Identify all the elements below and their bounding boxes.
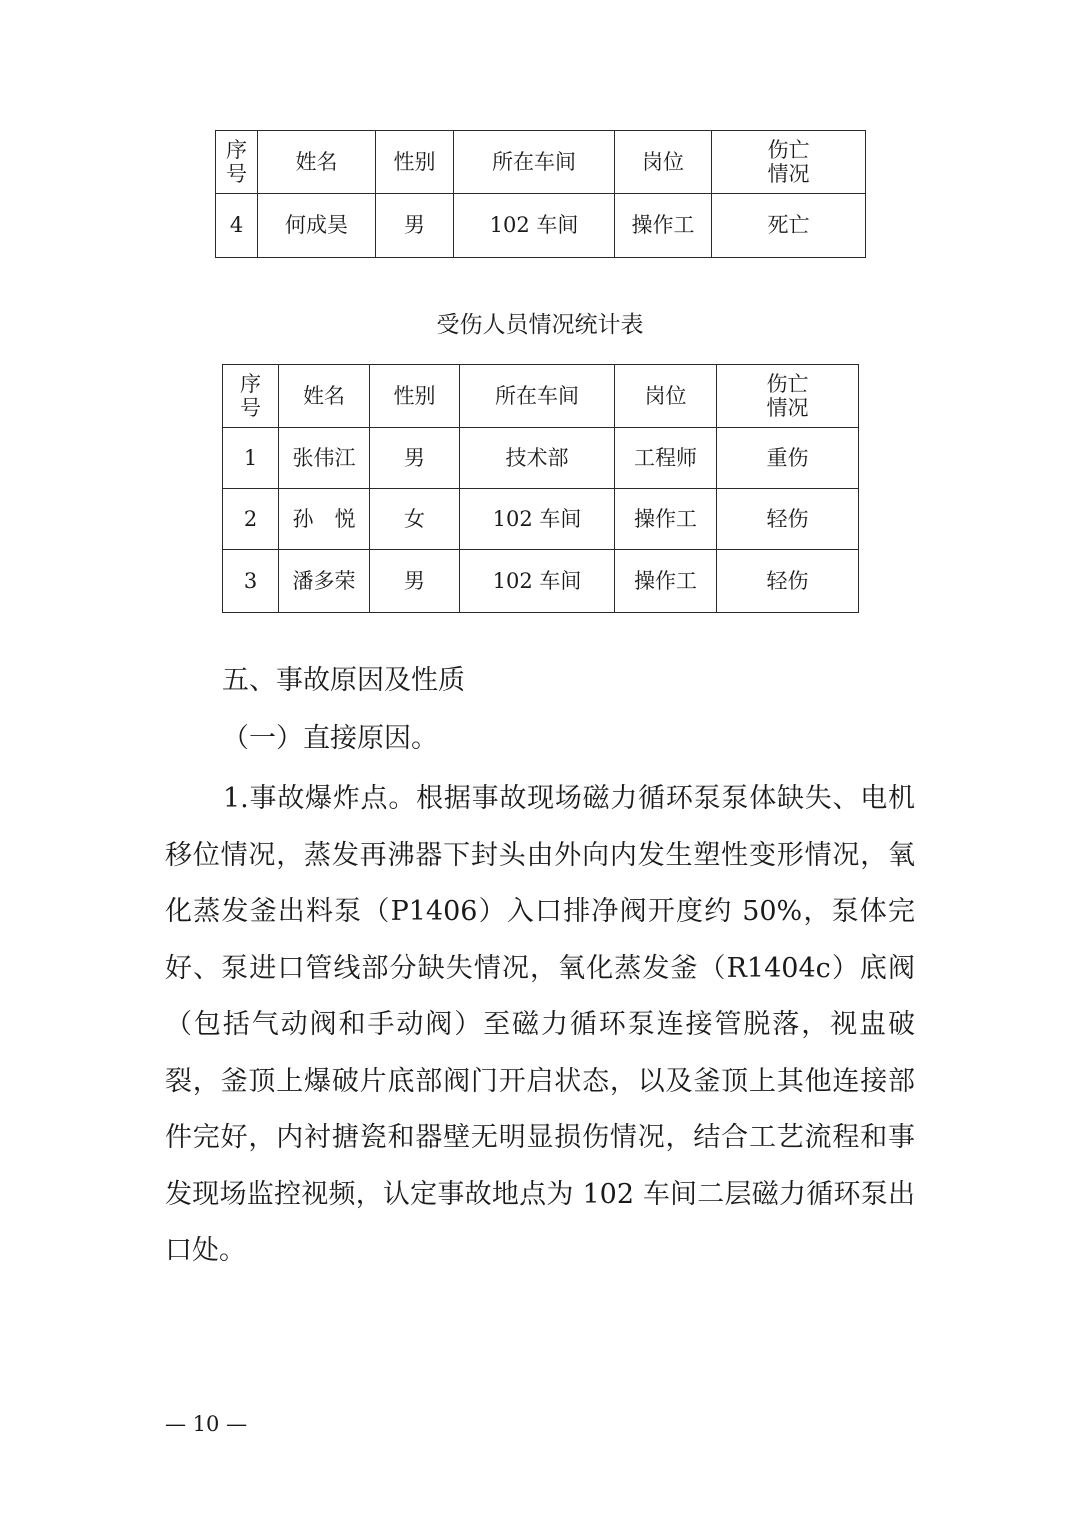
- table-cell: 操作工: [615, 550, 717, 613]
- table-cell: 死亡: [712, 194, 866, 258]
- table-cell: 操作工: [615, 194, 712, 258]
- table-cell: 1: [223, 428, 279, 489]
- table-row: [223, 550, 859, 613]
- table-cell: 男: [370, 428, 460, 489]
- table-cell: 3: [223, 550, 279, 613]
- table-cell: 潘多荣: [279, 550, 370, 613]
- header-cell: 序 号: [223, 365, 279, 428]
- section-subheading: （一）直接原因。: [222, 723, 438, 754]
- section-heading: 五、事故原因及性质: [222, 665, 465, 696]
- table-cell: 工程师: [615, 428, 717, 489]
- table-cell: 张伟江: [279, 428, 370, 489]
- header-cell: 序 号: [216, 131, 258, 194]
- fatality-table: [215, 130, 866, 258]
- header-cell: 性别: [370, 365, 460, 428]
- table-cell: 102 车间: [460, 489, 615, 550]
- table-cell: 102 车间: [460, 550, 615, 613]
- table-header-row: [216, 131, 866, 194]
- table-cell: 轻伤: [717, 489, 859, 550]
- table-cell: 102 车间: [454, 194, 615, 258]
- body-paragraph: 1.事故爆炸点。根据事故现场磁力循环泵泵体缺失、电机移位情况，蒸发再沸器下封头由外向内发生塑性变形情况，氧化蒸发釜出料泵（P1406）入口排净阀开度约 50%，泵体完好、泵进口管线部分缺失情况，氧化蒸发釜（R1404c）底阀（包括气动阀和手动阀）至磁力循环泵连接管脱落，视盅破裂，釜顶上爆破片底部阀门开启状态，以及釜顶上其他连接部件完好，内衬搪瓷和器壁无明显损伤情况，结合工艺流程和事发现场监控视频，认定事故地点为 102 车间二层磁力循环泵出口处。: [165, 783, 915, 1266]
- header-cell: 姓名: [258, 131, 376, 194]
- injury-table: [222, 364, 859, 613]
- table-cell: 男: [370, 550, 460, 613]
- page-number: — 10 —: [165, 1412, 248, 1436]
- table-row: [223, 428, 859, 489]
- table-cell: 重伤: [717, 428, 859, 489]
- table-cell: 4: [216, 194, 258, 258]
- header-cell: 性别: [376, 131, 454, 194]
- table-title: 受伤人员情况统计表: [436, 312, 644, 338]
- header-cell: 所在车间: [460, 365, 615, 428]
- table-header-row: [223, 365, 859, 428]
- table-cell: 何成昊: [258, 194, 376, 258]
- header-cell: 所在车间: [454, 131, 615, 194]
- table-row: [216, 194, 866, 258]
- header-cell: 岗位: [615, 131, 712, 194]
- table-cell: 2: [223, 489, 279, 550]
- table-cell: 轻伤: [717, 550, 859, 613]
- header-cell: 岗位: [615, 365, 717, 428]
- table-cell: 技术部: [460, 428, 615, 489]
- header-cell: 伤亡 情况: [712, 131, 866, 194]
- header-cell: 伤亡 情况: [717, 365, 859, 428]
- table-cell: 女: [370, 489, 460, 550]
- table-cell: 操作工: [615, 489, 717, 550]
- header-cell: 姓名: [279, 365, 370, 428]
- table-cell: 孙 悦: [279, 489, 370, 550]
- table-cell: 男: [376, 194, 454, 258]
- table-row: [223, 489, 859, 550]
